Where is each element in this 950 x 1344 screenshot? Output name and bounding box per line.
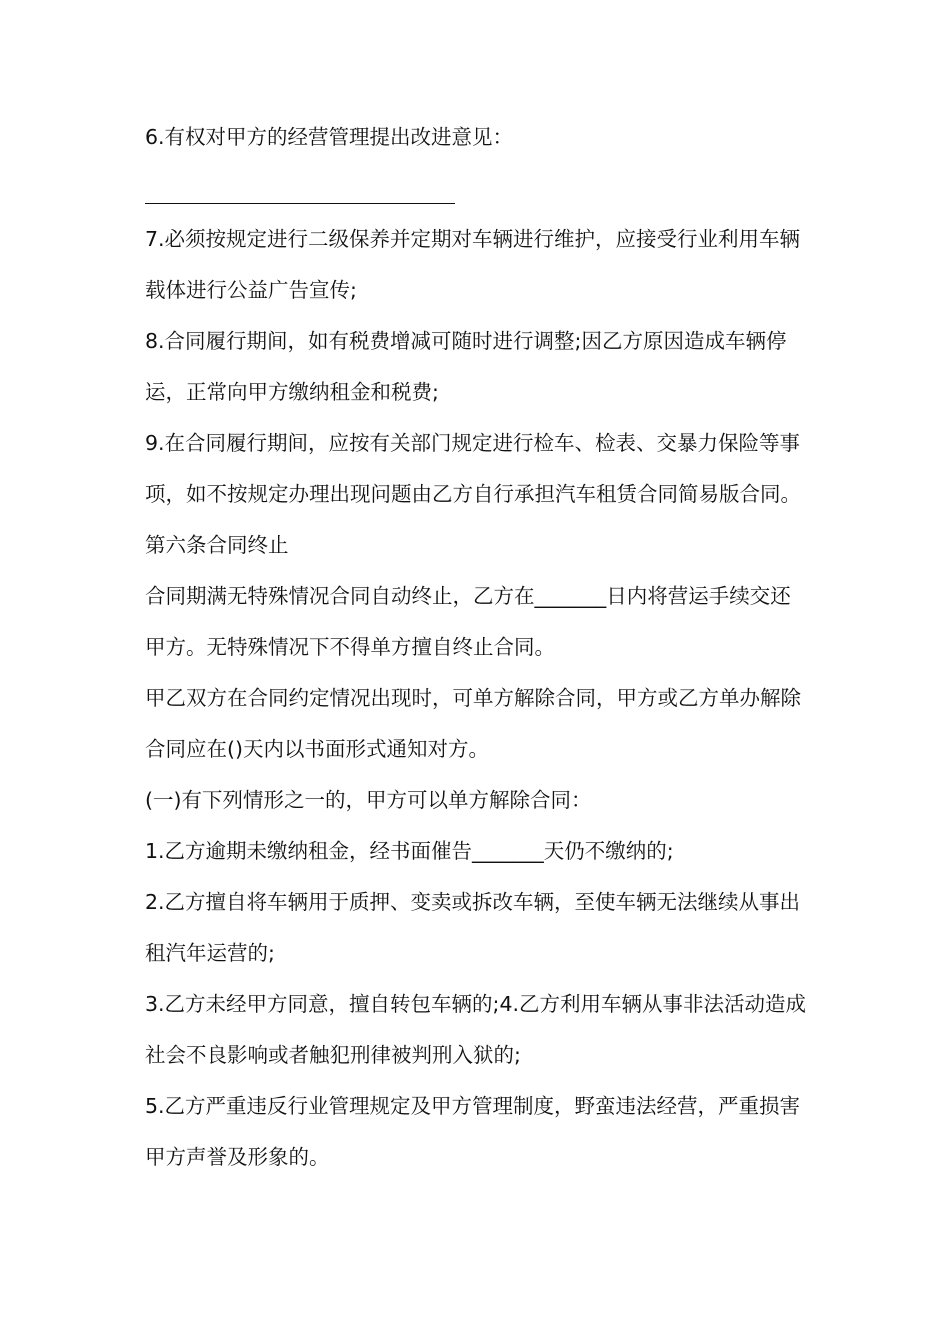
condition-item-1: 1.乙方逾期未缴纳租金，经书面催告_______天仍不缴纳的; — [145, 839, 674, 863]
paragraph-item-9: 9.在合同履行期间，应按有关部门规定进行检车、检表、交暴力保险等事项，如不按规定办理出现问题由乙方自行承担汽车租赁合同简易版合同。 — [145, 431, 801, 506]
blank-underline — [145, 203, 455, 204]
condition-item-3-4: 3.乙方未经甲方同意，擅自转包车辆的;4.乙方利用车辆从事非法活动造成社会不良影响或者触犯刑律被判刑入狱的; — [145, 992, 807, 1067]
paragraph-item-7: 7.必须按规定进行二级保养并定期对车辆进行维护，应接受行业利用车辆载体进行公益广告宣传; — [145, 227, 801, 302]
fill-in-blank-line — [145, 163, 810, 214]
section-heading-termination: 第六条合同终止 — [145, 533, 289, 557]
condition-item-2: 2.乙方擅自将车辆用于质押、变卖或拆改车辆，至使车辆无法继续从事出租汽年运营的; — [145, 890, 801, 965]
condition-item-5: 5.乙方严重违反行业管理规定及甲方管理制度，野蛮违法经营，严重损害甲方声誉及形象的。 — [145, 1094, 801, 1169]
paragraph-contract-expiry: 合同期满无特殊情况合同自动终止，乙方在_______日内将营运手续交还甲方。无特殊情况下不得单方擅自终止合同。 — [145, 584, 791, 659]
paragraph-item-8: 8.合同履行期间，如有税费增减可随时进行调整;因乙方原因造成车辆停运，正常向甲方缴纳租金和税费; — [145, 329, 787, 404]
paragraph-termination-conditions-intro: (一)有下列情形之一的，甲方可以单方解除合同： — [145, 788, 592, 812]
paragraph-item-6: 6.有权对甲方的经营管理提出改进意见： — [145, 125, 514, 149]
document-body — [145, 112, 810, 1183]
paragraph-unilateral-termination: 甲乙双方在合同约定情况出现时，可单方解除合同，甲方或乙方单办解除合同应在()天内以书面形式通知对方。 — [145, 686, 801, 761]
